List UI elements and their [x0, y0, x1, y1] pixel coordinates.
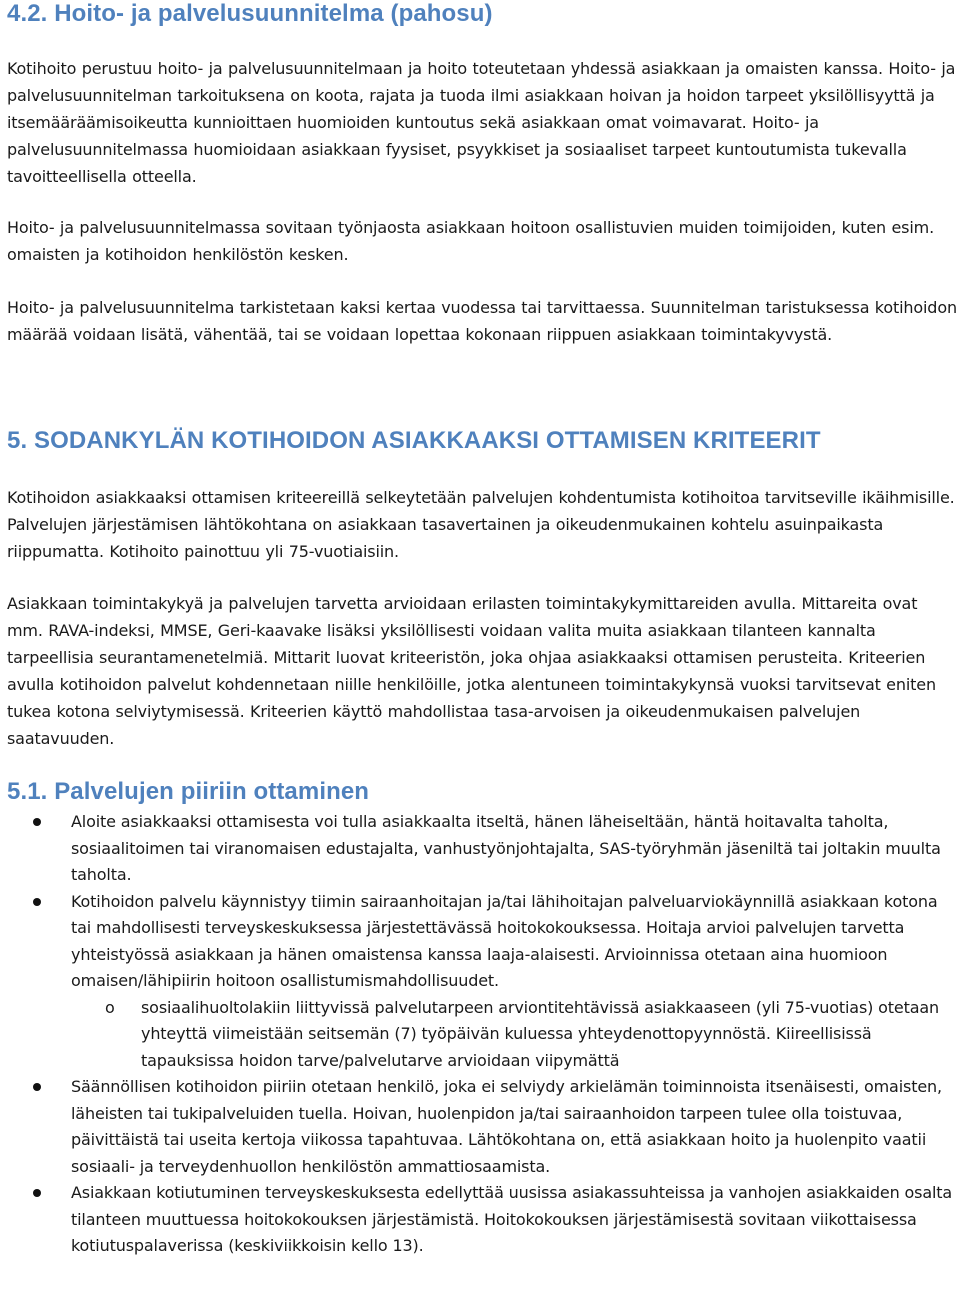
- paragraph: Kotihoito perustuu hoito- ja palvelusuunnitelmaan ja hoito toteutetaan yhdessä asiakkaan ja omaisten kanssa. Hoito- ja palvelusuunnitelman tarkoituksena on koota, rajata ja tuoda ilmi asiakkaan hoivan ja hoidon tarpeet yksilöllisyyttä ja itsemääräämisoikeutta kunnioittaen huomioiden kuntoutus sekä asiakkaan omat voimavarat. Hoito- ja palvelusuunnitelmassa huomioidaan asiakkaan fyysiset, psyykkiset ja sosiaaliset tarpeet kuntoutumista tukevalla tavoitteellisella otteella.: [7, 59, 956, 186]
- list-item: [0, 1180, 957, 1260]
- paragraph: Hoito- ja palvelusuunnitelmassa sovitaan työnjaosta asiakkaan hoitoon osallistuvien muiden toimijoiden, kuten esim. omaisten ja kotihoidon henkilöstön kesken.: [7, 218, 935, 264]
- bullet-icon: [33, 898, 41, 906]
- list-item-text: Säännöllisen kotihoidon piiriin otetaan henkilö, joka ei selviydy arkielämän toiminnoista itsenäisesti, omaisten, läheisten tai tukipalveluiden tuella. Hoivan, huolenpidon ja/tai sairaanhoidon tarpeen tulee olla toistuvaa, päivittäistä tai useita kertoja viikossa tapahtuvaa. Lähtökohtana on, että asiakkaan hoito ja huolenpito vaatii sosiaali- ja terveydenhuollon henkilöstön ammattiosaamista.: [71, 1077, 942, 1176]
- section-heading-4-2: 4.2. Hoito- ja palvelusuunnitelma (pahosu): [7, 0, 493, 27]
- bullet-icon: [33, 1189, 41, 1197]
- section-heading-5-1: 5.1. Palvelujen piiriin ottaminen: [7, 778, 370, 805]
- section-heading-5: 5. SODANKYLÄN KOTIHOIDON ASIAKKAAKSI OTTAMISEN KRITEERIT: [7, 427, 821, 454]
- sub-list: [71, 995, 957, 1075]
- list-item-text: Aloite asiakkaaksi ottamisesta voi tulla asiakkaalta itseltä, hänen läheiseltään, häntä hoitavalta taholta, sosiaalitoimen tai viranomaisen edustajalta, vanhustyönjohtajalta, SAS-työryhmän jäseniltä tai joltakin muulta taholta.: [71, 812, 941, 884]
- paragraph: Hoito- ja palvelusuunnitelma tarkistetaan kaksi kertaa vuodessa tai tarvittaessa. Suunnitelman taristuksessa kotihoidon määrää voidaan lisätä, vähentää, tai se voidaan lopettaa kokonaan riippuen asiakkaan toimintakyvystä.: [7, 298, 957, 344]
- list-item: [0, 1074, 957, 1180]
- paragraph: Asiakkaan toimintakykyä ja palvelujen tarvetta arvioidaan erilasten toimintakykymittareiden avulla. Mittareita ovat mm. RAVA-indeksi, MMSE, Geri-kaavake lisäksi yksilöllisesti voidaan valita muita asiakkaan tilanteen kannalta tarpeellisia seurantamenetelmiä. Mittarit luovat kriteeristön, joka ohjaa asiakkaaksi ottamisen perusteita. Kriteerien avulla kotihoidon palvelut kohdennetaan niille henkilöille, jotka alentuneen toimintakykynsä vuoksi tarvitsevat eniten tukea kotona selviytymisessä. Kriteerien käyttö mahdollistaa tasa-arvoisen ja oikeudenmukaisen palvelujen saatavuuden.: [7, 594, 936, 748]
- circle-bullet-icon: o: [105, 997, 115, 1017]
- bullet-icon: [33, 1083, 41, 1091]
- list-item-text: Kotihoidon palvelu käynnistyy tiimin sairaanhoitajan ja/tai lähihoitajan palveluarviokäynnillä asiakkaan kotona tai mahdollisesti terveyskeskuksessa järjestettävässä hoitokokouksessa. Hoitaja arvioi palvelujen tarvetta yhteistyössä asiakkaan ja hänen omaistensa kanssa laaja-alaisesti. Arvioinnissa otetaan aina huomioon omaisen/lähipiirin hoitoon osallistumismahdollisuudet.: [71, 891, 938, 990]
- list-item: [0, 809, 957, 889]
- paragraph: Kotihoidon asiakkaaksi ottamisen kriteereillä selkeytetään palvelujen kohdentumista kotihoitoa tarvitseville ikäihmisille. Palvelujen järjestämisen lähtökohtana on asiakkaan tasavertainen ja oikeudenmukainen kohtelu asuinpaikasta riippumatta. Kotihoito painottuu yli 75-vuotiaisiin.: [7, 488, 955, 561]
- criteria-list: [0, 809, 957, 1260]
- list-item-text: Asiakkaan kotiutuminen terveyskeskuksesta edellyttää uusissa asiakassuhteissa ja vanhojen asiakkaiden osalta tilanteen muuttuessa hoitokokouksen järjestämistä. Hoitokokouksen järjestämisestä sovitaan viikottaisessa kotiutuspalaverissa (keskiviikkoisin kello 13).: [71, 1183, 953, 1255]
- list-item: [0, 889, 957, 1075]
- sub-list-item-text: sosiaalihuoltolakiin liittyvissä palvelutarpeen arviontitehtävissä asiakkaaseen (yli 75-vuotias) otetaan yhteyttä viimeistään seitsemän (7) työpäivän kuluessa yhteydenottopyynnöstä. Kiireellisissä tapauksissa hoidon tarve/palvelutarve arvioidaan viipymättä: [141, 997, 940, 1070]
- sub-list-item: [71, 995, 957, 1075]
- bullet-icon: [33, 818, 41, 826]
